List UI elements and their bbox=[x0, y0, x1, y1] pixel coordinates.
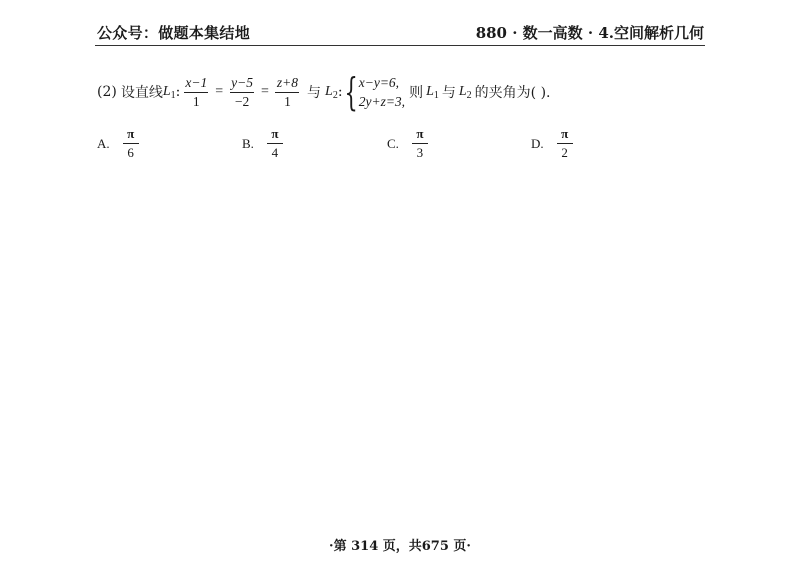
option-b[interactable] bbox=[242, 126, 286, 161]
line2-colon: : bbox=[337, 84, 343, 100]
option-fraction: $\frac{\pi}{3}$ bbox=[412, 126, 428, 161]
option-fraction: $\frac{\pi}{2}$ bbox=[557, 126, 573, 161]
option-c[interactable] bbox=[387, 126, 431, 161]
fraction-x: $\frac{x-1}{1}$ bbox=[185, 74, 208, 109]
line1-colon: : bbox=[175, 84, 181, 100]
option-a[interactable] bbox=[97, 126, 142, 161]
line2-name: $L_2$ bbox=[325, 83, 338, 101]
equals-sign: = bbox=[260, 84, 269, 99]
system-eq-1: x−y=6, bbox=[358, 75, 400, 90]
option-fraction: $\frac{\pi}{6}$ bbox=[123, 126, 139, 161]
equals-sign: = bbox=[215, 84, 224, 99]
tail-line2: $L_2$ bbox=[458, 83, 472, 101]
tail-line1: $L_1$ bbox=[426, 83, 439, 101]
header-divider bbox=[95, 45, 705, 46]
option-label: B. bbox=[242, 135, 254, 151]
answer-options bbox=[97, 126, 737, 166]
connector-text: 与 bbox=[307, 85, 322, 101]
header-source: 公众号：做题本集结地 bbox=[97, 24, 251, 42]
option-label: A. bbox=[97, 135, 110, 151]
line1-name: $L_1$ bbox=[162, 83, 176, 101]
equation-system bbox=[343, 70, 406, 114]
tail-mid: 与 bbox=[441, 85, 456, 101]
fraction-y: $\frac{y-5}{-2}$ bbox=[231, 74, 253, 109]
system-eq-2: 2y+z=3, bbox=[358, 94, 406, 109]
header-chapter: 880 · 数一高数 · 4.空间解析几何 bbox=[475, 24, 704, 42]
tail-suffix: 的夹角为( ). bbox=[474, 85, 551, 101]
question-number: (2) bbox=[97, 84, 117, 100]
option-label: D. bbox=[531, 135, 544, 151]
tail-prefix: 则 bbox=[409, 85, 424, 101]
question-block bbox=[97, 70, 717, 114]
option-fraction: $\frac{\pi}{4}$ bbox=[267, 126, 283, 161]
fraction-z: $\frac{z+8}{1}$ bbox=[276, 74, 299, 109]
left-brace-icon: { bbox=[343, 70, 358, 114]
page-footer: ·第 314 页，共675 页· bbox=[329, 539, 471, 554]
option-label: C. bbox=[387, 135, 399, 151]
question-intro: 设直线 bbox=[120, 85, 163, 101]
option-d[interactable] bbox=[531, 126, 576, 161]
